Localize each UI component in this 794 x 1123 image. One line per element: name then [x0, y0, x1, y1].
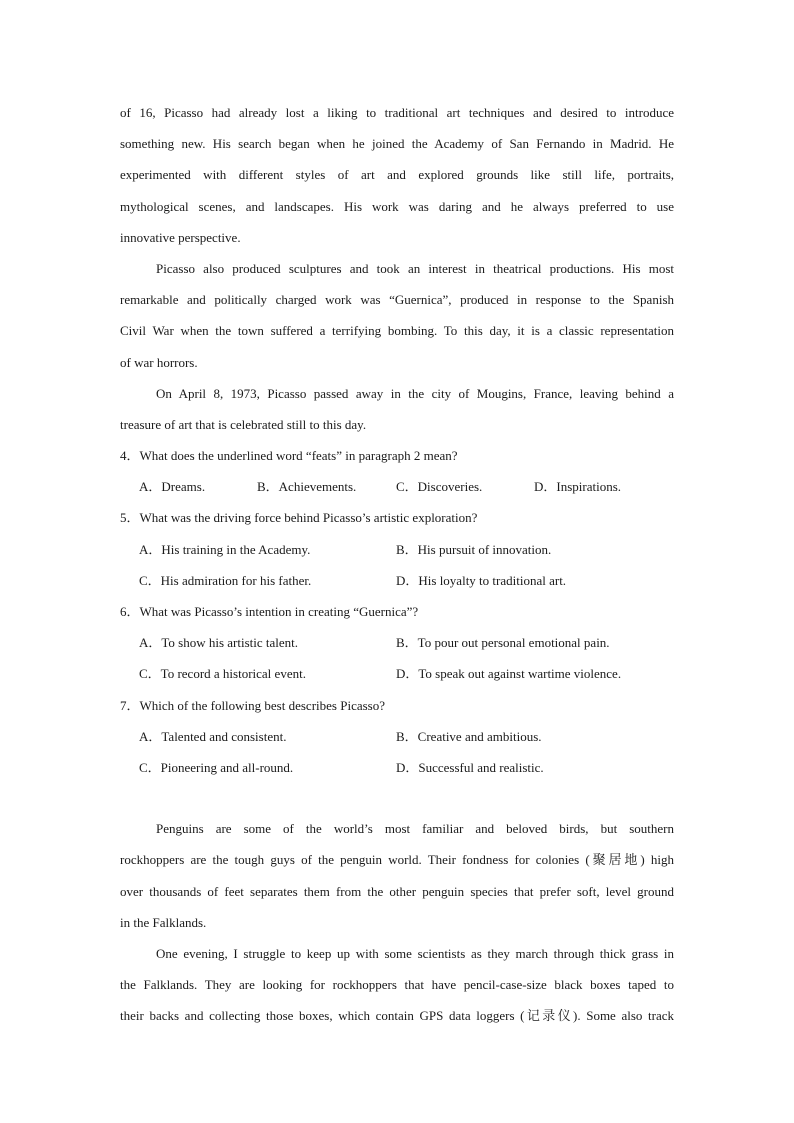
- passage2-line: their backs and collecting those boxes, which contain GPS data loggers (记录仪). Some also track: [120, 1008, 674, 1024]
- option-d: D．Successful and realistic.: [396, 759, 544, 775]
- option-c: C．Discoveries.: [396, 479, 483, 495]
- option-b: B．Achievements.: [257, 479, 357, 495]
- passage1-line: treasure of art that is celebrated still to this day.: [120, 416, 367, 432]
- passage2-line: One evening, I struggle to keep up with some scientists as they march through thick grass in: [156, 945, 674, 961]
- option-d: D．Inspirations.: [534, 479, 622, 495]
- passage1-line: something new. His search began when he joined the Academy of San Fernando in Madrid. He: [120, 136, 674, 152]
- passage1-line: of war horrors.: [120, 354, 198, 370]
- question-stem: 4．What does the underlined word “feats” in paragraph 2 mean?: [120, 448, 458, 464]
- passage1-line: On April 8, 1973, Picasso passed away in the city of Mougins, France, leaving behind a: [156, 385, 674, 401]
- question-options: [120, 565, 674, 596]
- option-d: D．His loyalty to traditional art.: [396, 572, 567, 588]
- question-options: [120, 752, 674, 783]
- passage1-line: Civil War when the town suffered a terrifying bombing. To this day, it is a classic representation: [120, 323, 674, 339]
- passage1-line: Picasso also produced sculptures and took an interest in theatrical productions. His most: [156, 260, 674, 276]
- option-b: B．To pour out personal emotional pain.: [396, 635, 610, 651]
- passage1-line: experimented with different styles of art and explored grounds like still life, portraits,: [120, 167, 674, 183]
- question-options: [120, 721, 674, 752]
- option-a: A．His training in the Academy.: [139, 541, 311, 557]
- option-c: C．To record a historical event.: [139, 666, 306, 682]
- option-d: D．To speak out against wartime violence.: [396, 666, 622, 682]
- question-options: [120, 627, 674, 658]
- passage2-line: in the Falklands.: [120, 914, 207, 930]
- option-c: C．Pioneering and all-round.: [139, 759, 294, 775]
- question-options: [120, 658, 674, 689]
- document-page: [120, 97, 674, 1031]
- option-a: A．Dreams.: [139, 479, 206, 495]
- passage1-line: remarkable and politically charged work was “Guernica”, produced in response to the Spanish: [120, 292, 674, 308]
- option-a: A．Talented and consistent.: [139, 728, 287, 744]
- passage2-line: Penguins are some of the world’s most familiar and beloved birds, but southern: [156, 821, 674, 837]
- section-gap: [120, 783, 674, 813]
- passage2-line: rockhoppers are the tough guys of the penguin world. Their fondness for colonies (聚居地) high: [120, 852, 674, 868]
- option-b: B．Creative and ambitious.: [396, 728, 542, 744]
- question-options: [120, 534, 674, 565]
- option-b: B．His pursuit of innovation.: [396, 541, 552, 557]
- question-stem: 7．Which of the following best describes Picasso?: [120, 697, 385, 713]
- option-a: A．To show his artistic talent.: [139, 635, 299, 651]
- question-stem: 5．What was the driving force behind Picasso’s artistic exploration?: [120, 510, 478, 526]
- passage1-line: mythological scenes, and landscapes. His work was daring and he always preferred to use: [120, 198, 674, 214]
- passage1-line: of 16, Picasso had already lost a liking to traditional art techniques and desired to introduce: [120, 105, 674, 120]
- question-stem: 6．What was Picasso’s intention in creating “Guernica”?: [120, 604, 419, 619]
- passage2-line: the Falklands. They are looking for rockhoppers that have pencil-case-size black boxes taped to: [120, 977, 674, 993]
- option-c: C．His admiration for his father.: [139, 572, 312, 588]
- question-options: [120, 471, 674, 502]
- passage1-line: innovative perspective.: [120, 229, 241, 245]
- passage2-line: over thousands of feet separates them from the other penguin species that prefer soft, level ground: [120, 883, 674, 899]
